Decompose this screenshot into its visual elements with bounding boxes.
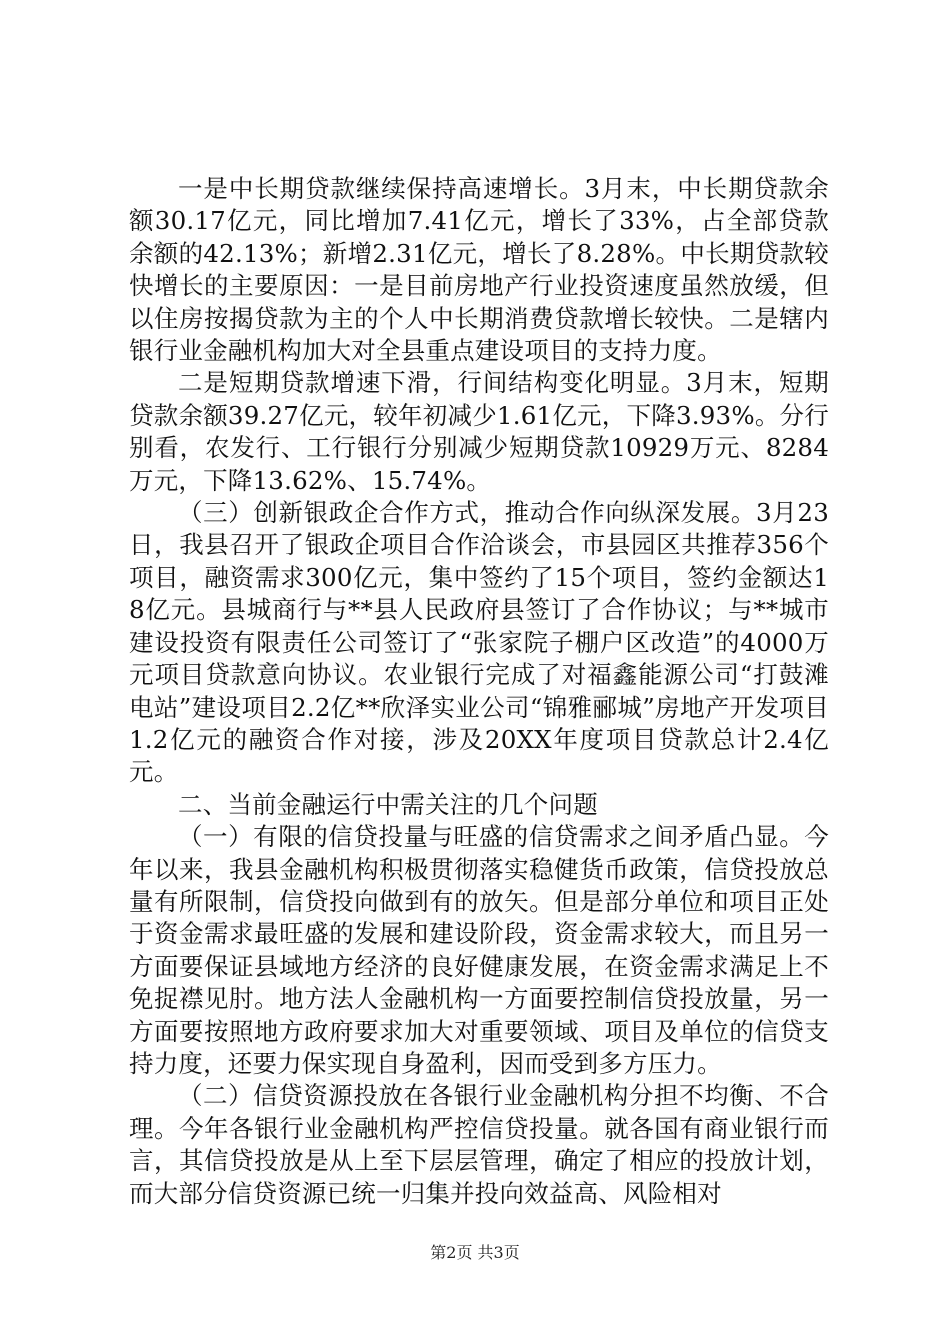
section-heading-issues: 二、当前金融运行中需关注的几个问题	[178, 789, 598, 819]
document-body	[129, 173, 829, 1210]
paragraph-credit-supply-demand: （一）有限的信贷投量与旺盛的信贷需求之间矛盾凸显。今年以来，我县金融机构积极贯彻落实稳健货币政策，信贷投放总量有所限制，信贷投向做到有的放矢。但是部分单位和项目正处于资金需求最旺盛的发展和建设阶段，资金需求较大，而且另一方面要保证县域地方经济的良好健康发展，在资金需求满足上不免捉襟见肘。地方法人金融机构一方面要控制信贷投放量，另一方面要按照地方政府要求加大对重要领域、项目及单位的信贷支持力度，还要力保实现自身盈利，因而受到多方压力。	[129, 822, 829, 1078]
paragraph-short-term-loans: 二是短期贷款增速下滑，行间结构变化明显。3月末，短期贷款余额39.27亿元，较年初减少1.61亿元，下降3.93%。分行别看，农发行、工行银行分别减少短期贷款10929万元、8284万元，下降13.62%、15.74%。	[129, 368, 829, 495]
page-number-footer: 第2页 共3页	[430, 1243, 520, 1262]
paragraph-medium-long-term-loans: 一是中长期贷款继续保持高速增长。3月末，中长期贷款余额30.17亿元，同比增加7.41亿元，增长了33%，占全部贷款余额的42.13%；新增2.31亿元，增长了8.28%。中长期贷款较快增长的主要原因：一是目前房地产行业投资速度虽然放缓，但以住房按揭贷款为主的个人中长期消费贷款增长较快。二是辖内银行业金融机构加大对全县重点建设项目的支持力度。	[129, 174, 829, 366]
paragraph-bank-government-cooperation: （三）创新银政企合作方式，推动合作向纵深发展。3月23日，我县召开了银政企项目合作洽谈会，市县园区共推荐356个项目，融资需求300亿元，集中签约了15个项目，签约金额达18亿元。县城商行与**县人民政府县签订了合作协议；与**城市建设投资有限责任公司签订了“张家院子棚户区改造”的4000万元项目贷款意向协议。农业银行完成了对福鑫能源公司“打鼓滩电站”建设项目2.2亿**欣泽实业公司“锦雅郦城”房地产开发项目1.2亿元的融资合作对接，涉及20XX年度项目贷款总计2.4亿元。	[129, 498, 829, 787]
paragraph-credit-allocation: （二）信贷资源投放在各银行业金融机构分担不均衡、不合理。今年各银行业金融机构严控信贷投量。就各国有商业银行而言，其信贷投放是从上至下层层管理，确定了相应的投放计划，而大部分信贷资源已统一归集并投向效益高、风险相对	[129, 1081, 829, 1208]
